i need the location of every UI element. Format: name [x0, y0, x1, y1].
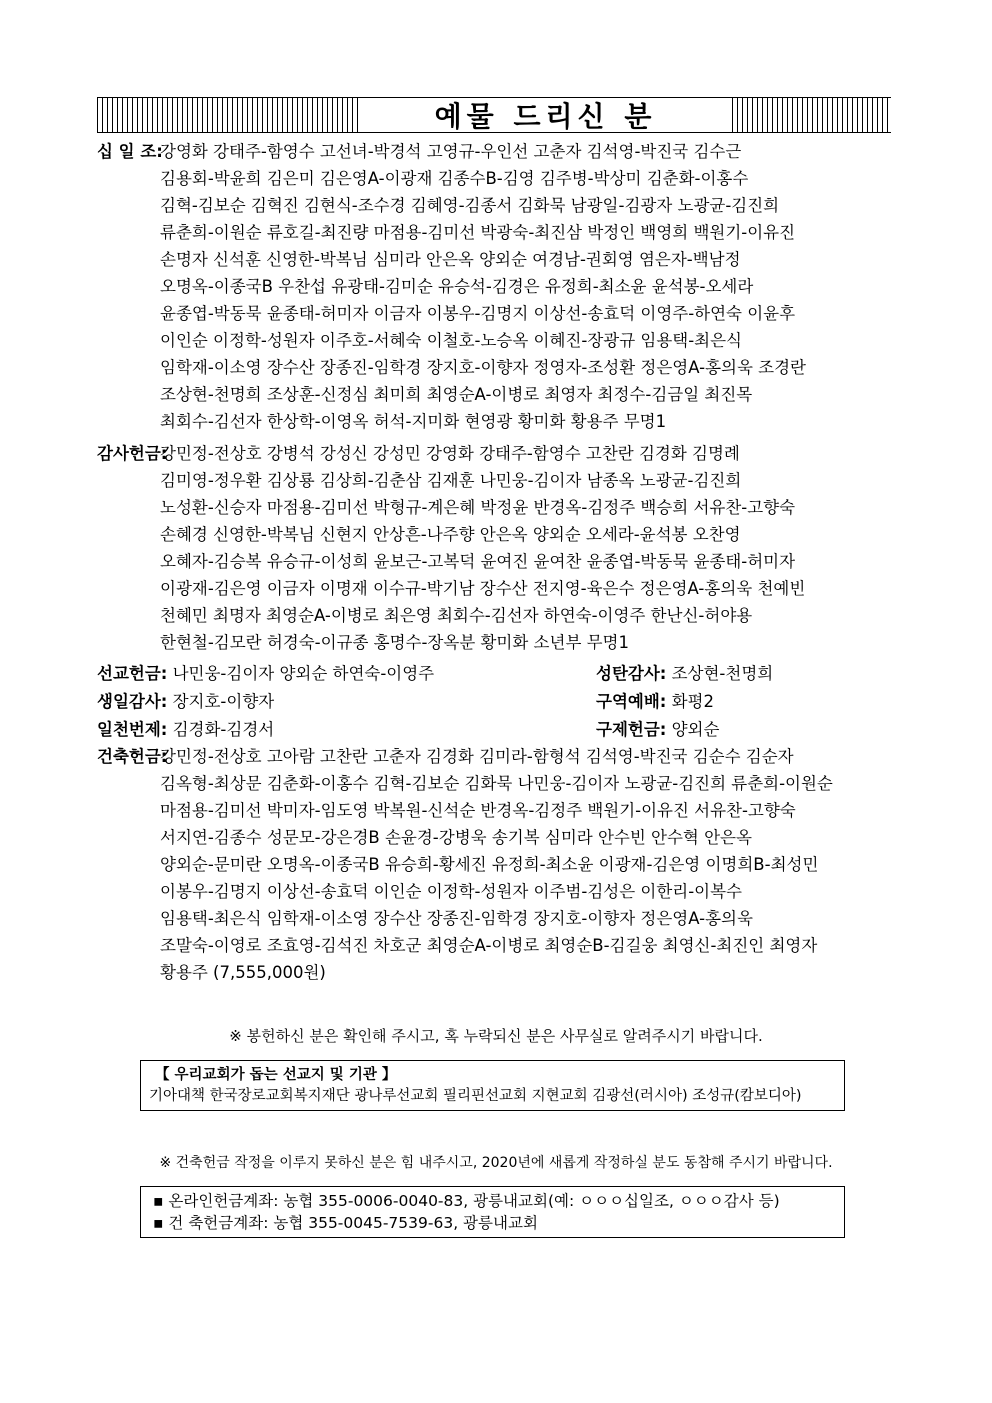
birthday-label: 생일감사:: [97, 692, 168, 711]
tithe-section: [97, 138, 897, 435]
thanks-label: 감사헌금:: [97, 444, 168, 463]
account-box: [140, 1186, 845, 1238]
building-line: 서지연-김종수 성문모-강은경B 손윤경-강병욱 송기복 심미라 안수빈 안수혁 안은옥: [160, 828, 752, 847]
online-account: ▪ 온라인헌금계좌: 농협 355-0006-0040-83, 광릉내교회(예: ㅇㅇㅇ십일조, ㅇㅇㅇ감사 등): [153, 1192, 780, 1210]
tithe-line: 윤종엽-박동묵 윤종태-허미자 이금자 이봉우-김명지 이상선-송효덕 이영주-하연숙 이윤후: [160, 304, 796, 323]
confirm-notice: ※ 봉헌하신 분은 확인해 주시고, 혹 누락되신 분은 사무실로 알려주시기 바랍니다.: [229, 1027, 763, 1045]
christmas-text: 조상현-천명희: [671, 664, 774, 683]
mission-label: 선교헌금:: [97, 664, 168, 683]
thanks-section: [97, 440, 897, 656]
relief-row: [596, 716, 719, 743]
thousand-text: 김경화-김경서: [172, 720, 275, 739]
building-line: 강민정-전상호 고아람 고찬란 고춘자 김경화 김미라-함형석 김석영-박진국 김순수 김순자: [160, 747, 794, 766]
thanks-line: 손혜경 신영한-박복님 신현지 안상흔-나주향 안은옥 양외순 오세라-윤석봉 오찬영: [160, 525, 741, 544]
thanks-line: 강민정-전상호 강병석 강성신 강성민 강영화 강태주-함영수 고찬란 김경화 김명례: [160, 444, 740, 463]
relief-text: 양외순: [671, 720, 720, 739]
birthday-text: 장지호-이향자: [172, 692, 275, 711]
thanks-line: 천혜민 최명자 최영순A-이병로 최은영 최회수-김선자 하연숙-이영주 한난신-허야용: [160, 606, 753, 625]
title-hatch-left: [97, 98, 359, 132]
tithe-line: 최회수-김선자 한상학-이영옥 허석-지미화 현영광 황미화 황용주 무명1: [160, 412, 667, 431]
title-band: [97, 97, 891, 133]
tithe-line: 손명자 신석훈 신영한-박복님 심미라 안은옥 양외순 여경남-권회영 염은자-백남정: [160, 250, 741, 269]
mission-text: 나민웅-김이자 양외순 하연숙-이영주: [172, 664, 435, 683]
thanks-line: 노성환-신승자 마점용-김미선 박형규-계은혜 박정윤 반경옥-김정주 백승희 서유찬-고향숙: [160, 498, 796, 517]
tithe-line: 류춘희-이원순 류호길-최진량 마점용-김미선 박광숙-최진삼 박정인 백영희 백원기-이유진: [160, 223, 796, 242]
tithe-line: 조상현-천명희 조상훈-신정심 최미희 최영순A-이병로 최영자 최정수-김금일 최진목: [160, 385, 753, 404]
building-line: 양외순-문미란 오명옥-이종국B 유승희-황세진 유정희-최소윤 이광재-김은영 이명희B-최성민: [160, 855, 819, 874]
building-account: ▪ 건 축헌금계좌: 농협 355-0045-7539-63, 광릉내교회: [153, 1214, 538, 1232]
christmas-row: [596, 660, 773, 687]
building-line: 조말숙-이영로 조효영-김석진 차호군 최영순A-이병로 최영순B-김길웅 최영신-최진인 최영자: [160, 936, 818, 955]
district-label: 구역예배:: [596, 692, 667, 711]
missionary-heading: 【 우리교회가 돕는 선교지 및 기관 】: [155, 1067, 397, 1083]
tithe-line: 오명옥-이종국B 우찬섭 유광태-김미순 유승석-김경은 유정희-최소윤 윤석봉-오세라: [160, 277, 754, 296]
missionary-list: 기아대책 한국장로교회복지재단 광나루선교회 필리핀선교회 지현교회 김광선(러시아) 조성규(캄보디아): [149, 1088, 802, 1104]
tithe-label: 십 일 조:: [97, 142, 163, 161]
building-line: 마점용-김미선 박미자-임도영 박복원-신석순 반경옥-김정주 백원기-이유진 서유찬-고향숙: [160, 801, 796, 820]
district-row: [596, 688, 714, 715]
thanks-line: 한현철-김모란 허경숙-이규종 홍명수-장옥분 황미화 소년부 무명1: [160, 633, 629, 652]
tithe-line: 김혁-김보순 김혁진 김현식-조수경 김혜영-김종서 김화묵 남광일-김광자 노광균-김진희: [160, 196, 780, 215]
district-text: 화평2: [671, 692, 714, 711]
building-line: 황용주 (7,555,000원): [160, 963, 326, 982]
thanks-line: 오혜자-김승복 유승규-이성희 윤보근-고복덕 윤여진 윤여찬 윤종엽-박동묵 윤종태-허미자: [160, 552, 796, 571]
thanks-line: 이광재-김은영 이금자 이명재 이수규-박기남 장수산 전지영-육은수 정은영A-홍의욱 천예빈: [160, 579, 806, 598]
tithe-line: 김용회-박윤희 김은미 김은영A-이광재 김종수B-김영 김주병-박상미 김춘화-이홍수: [160, 169, 749, 188]
building-label: 건축헌금:: [97, 747, 168, 766]
thousand-label: 일천번제:: [97, 720, 168, 739]
tithe-line: 강영화 강태주-함영수 고선녀-박경석 고영규-우인선 고춘자 김석영-박진국 김수근: [160, 142, 742, 161]
building-line: 김옥형-최상문 김춘화-이홍수 김혁-김보순 김화묵 나민웅-김이자 노광균-김진희 류춘희-이원순: [160, 774, 833, 793]
missionary-box: [140, 1060, 845, 1111]
birthday-row: [97, 688, 274, 715]
mission-row: [97, 660, 434, 687]
building-section: [97, 743, 897, 986]
building-line: 이봉우-김명지 이상선-송효덕 이인순 이정학-성원자 이주범-김성은 이한리-이복수: [160, 882, 742, 901]
tithe-line: 임학재-이소영 장수산 장종진-임학경 장지호-이향자 정영자-조성환 정은영A-홍의욱 조경란: [160, 358, 806, 377]
title-hatch-right: [732, 98, 891, 132]
thanks-line: 김미영-정우환 김상룡 김상희-김춘삼 김재훈 나민웅-김이자 남종옥 노광균-김진희: [160, 471, 742, 490]
thousand-row: [97, 716, 274, 743]
building-line: 임용택-최은식 임학재-이소영 장수산 장종진-임학경 장지호-이향자 정은영A-홍의욱: [160, 909, 753, 928]
tithe-line: 이인순 이정학-성원자 이주호-서혜숙 이철호-노승옥 이혜진-장광규 임용택-최은식: [160, 331, 742, 350]
building-notice: ※ 건축헌금 작정을 이루지 못하신 분은 힘 내주시고, 2020년에 새롭게 작정하실 분도 동참해 주시기 바랍니다.: [159, 1155, 833, 1171]
relief-label: 구제헌금:: [596, 720, 667, 739]
christmas-label: 성탄감사:: [596, 664, 667, 683]
page-title: 예물 드리신 분: [359, 98, 732, 132]
